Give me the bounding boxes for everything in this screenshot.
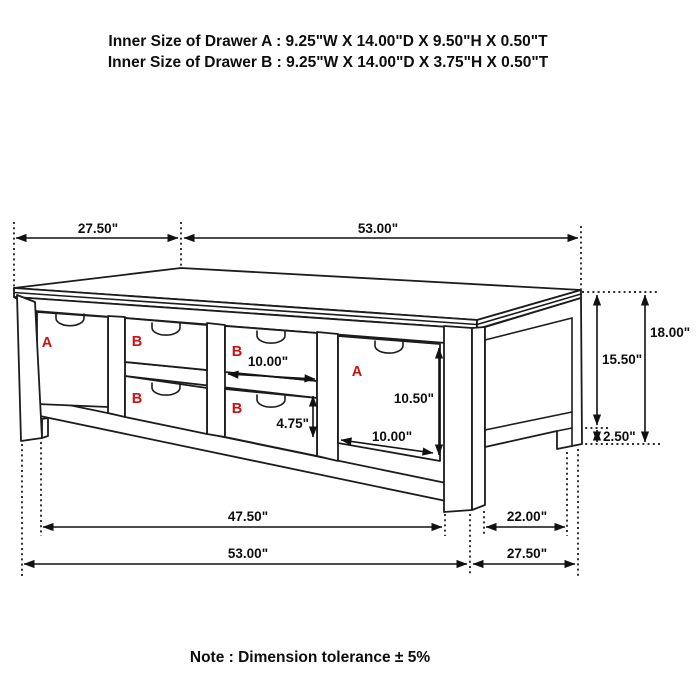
inner-size-drawer-b: Inner Size of Drawer B : 9.25"W X 14.00"D X 3.75"H X 0.50"T bbox=[107, 54, 549, 71]
drawer-b-label: B bbox=[131, 334, 143, 350]
dim-top-depth: 27.50" bbox=[77, 221, 119, 236]
inner-size-drawer-a: Inner Size of Drawer A : 9.25"W X 14.00"D X 9.50"H X 0.50"T bbox=[108, 33, 548, 50]
drawer-a-label: A bbox=[41, 335, 53, 351]
front-stile-2 bbox=[207, 323, 225, 437]
drawer-a-label: A bbox=[351, 364, 363, 380]
table-drawing bbox=[14, 268, 582, 512]
front-stile-3 bbox=[317, 332, 338, 461]
dim-drawer-b-width: 10.00" bbox=[247, 354, 289, 369]
dim-drawer-b-height: 4.75" bbox=[276, 416, 309, 431]
dim-base-inner-width: 47.50" bbox=[227, 509, 269, 524]
dim-drawer-a-width: 10.00" bbox=[371, 429, 413, 444]
dim-base-width: 53.00" bbox=[227, 546, 269, 561]
front-left-leg-side bbox=[42, 418, 48, 438]
drawer-b-label: B bbox=[231, 401, 243, 417]
drawer-b-label: B bbox=[131, 391, 143, 407]
dim-base-side-inner: 22.00" bbox=[506, 509, 548, 524]
dim-total-height: 18.00" bbox=[650, 325, 691, 340]
front-right-leg bbox=[444, 326, 472, 512]
tolerance-note: Note : Dimension tolerance ± 5% bbox=[189, 649, 431, 666]
dim-top-width: 53.00" bbox=[357, 221, 399, 236]
drawer-b-label: B bbox=[231, 344, 243, 360]
front-right-leg-side bbox=[472, 327, 485, 510]
front-stile-1 bbox=[108, 316, 125, 417]
dim-leg-height: 2.50" bbox=[603, 429, 636, 444]
dim-drawer-a-height: 10.50" bbox=[393, 391, 434, 406]
dim-carcass-height: 15.50" bbox=[602, 352, 643, 367]
dim-base-depth: 27.50" bbox=[506, 546, 548, 561]
